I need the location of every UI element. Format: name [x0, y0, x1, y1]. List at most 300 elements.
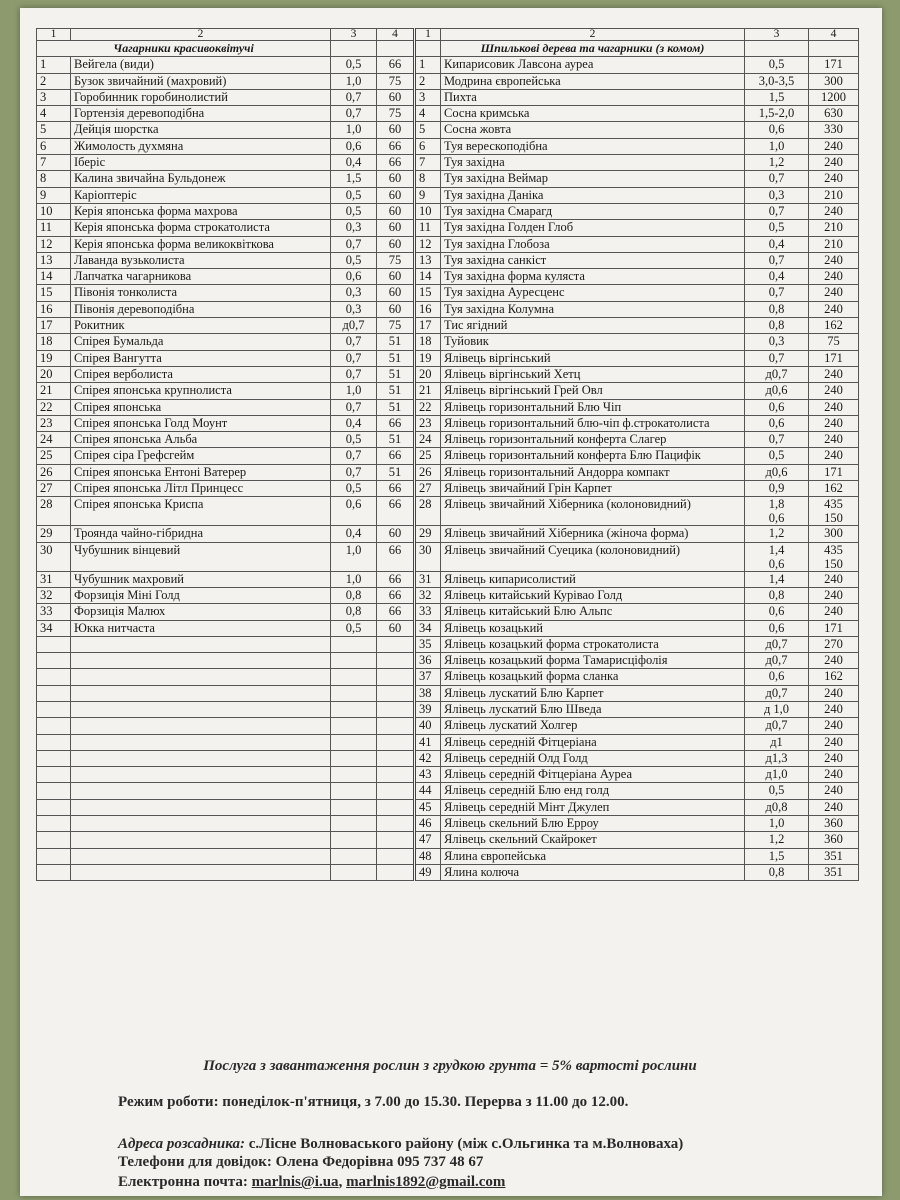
- right-plant-size-value: 0,5: [768, 448, 785, 463]
- left-plant-price: [377, 526, 415, 542]
- empty-cell: [377, 701, 415, 717]
- left-plant-size: [331, 138, 377, 154]
- left-plant-name: Спірея японська Криспа: [71, 497, 331, 526]
- right-plant-price-value: 300: [824, 526, 843, 541]
- left-plant-size: [331, 220, 377, 236]
- right-plant-size: [745, 155, 809, 171]
- left-plant-name: Чубушник махровий: [71, 571, 331, 587]
- right-row-number: 40: [415, 718, 441, 734]
- right-row-number: 31: [415, 571, 441, 587]
- right-row-number: 48: [415, 848, 441, 864]
- right-plant-price-value: 240: [824, 701, 843, 716]
- left-plant-size: [331, 542, 377, 571]
- right-row-number: 20: [415, 366, 441, 382]
- right-plant-name: Ялівець китайський Курівао Голд: [441, 587, 745, 603]
- left-plant-price-value: 60: [388, 285, 402, 300]
- left-plant-size-value: 1,0: [345, 571, 362, 586]
- price-table: [36, 28, 859, 881]
- left-plant-size-value: 0,5: [345, 57, 362, 72]
- right-plant-price: [809, 155, 859, 171]
- left-plant-name: Калина звичайна Бульдонеж: [71, 171, 331, 187]
- right-plant-size-value: 0,7: [768, 285, 785, 300]
- table-row: [37, 138, 859, 154]
- left-plant-name: Горобинник горобинолистий: [71, 89, 331, 105]
- right-plant-size-value: д0,7: [765, 653, 788, 668]
- right-plant-size-value: 0,6: [768, 620, 785, 635]
- right-plant-price-value-2: 150: [824, 511, 843, 526]
- left-plant-size: [331, 448, 377, 464]
- right-row-number: 9: [415, 187, 441, 203]
- table-row: [37, 767, 859, 783]
- left-row-number: 33: [37, 604, 71, 620]
- right-plant-name: Кипарисовик Лавсона ауреа: [441, 57, 745, 73]
- left-plant-size-value: 0,7: [345, 464, 362, 479]
- table-row: [37, 269, 859, 285]
- table-row: [37, 542, 859, 571]
- right-plant-price-value: 360: [824, 832, 843, 847]
- right-row-number: 10: [415, 203, 441, 219]
- table-row: [37, 399, 859, 415]
- address-label: Адреса розсадника:: [118, 1136, 245, 1152]
- right-plant-price: [809, 171, 859, 187]
- left-plant-price-value: 60: [388, 620, 402, 635]
- right-plant-size-value: 1,2: [768, 832, 785, 847]
- right-plant-name: Ялівець звичайний Суецика (колоновидний): [441, 542, 745, 571]
- right-plant-size-value: д0,7: [765, 685, 788, 700]
- right-plant-name: Ялівець середній Фітцеріана Ауреа: [441, 767, 745, 783]
- right-row-number: 7: [415, 155, 441, 171]
- right-plant-size-value: 0,5: [768, 783, 785, 798]
- empty-cell: [37, 799, 71, 815]
- left-row-number: 15: [37, 285, 71, 301]
- left-plant-price: [377, 57, 415, 73]
- right-plant-price: [809, 685, 859, 701]
- empty-cell: [377, 750, 415, 766]
- right-plant-size-value: 1,0: [768, 816, 785, 831]
- right-row-number: 18: [415, 334, 441, 350]
- left-plant-name: Спірея японська Голд Моунт: [71, 415, 331, 431]
- right-plant-price-value: 171: [824, 350, 843, 365]
- right-row-number: 38: [415, 685, 441, 701]
- left-row-number: 17: [37, 318, 71, 334]
- left-row-number: 31: [37, 571, 71, 587]
- empty-cell: [71, 799, 331, 815]
- right-row-number: 36: [415, 653, 441, 669]
- table-row: [37, 718, 859, 734]
- empty-cell: [37, 864, 71, 880]
- right-plant-price-value: 240: [824, 301, 843, 316]
- table-row: [37, 497, 859, 526]
- right-plant-size: [745, 604, 809, 620]
- right-plant-size: [745, 620, 809, 636]
- right-plant-size: [745, 767, 809, 783]
- right-plant-price: [809, 864, 859, 880]
- right-plant-name: Модрина європейська: [441, 73, 745, 89]
- col-header: 1: [37, 29, 71, 41]
- left-row-number: 11: [37, 220, 71, 236]
- right-plant-size-value: 0,4: [768, 236, 785, 251]
- empty-cell: [71, 848, 331, 864]
- right-row-number: 35: [415, 636, 441, 652]
- right-row-number: 33: [415, 604, 441, 620]
- right-plant-price-value: 351: [824, 848, 843, 863]
- table-row: [37, 57, 859, 73]
- right-plant-price: [809, 701, 859, 717]
- right-plant-name: Ялівець віргінський Хетц: [441, 366, 745, 382]
- empty-cell: [331, 701, 377, 717]
- left-plant-price: [377, 464, 415, 480]
- right-plant-price: [809, 138, 859, 154]
- left-plant-name: Жимолость духмяна: [71, 138, 331, 154]
- empty-cell: [377, 783, 415, 799]
- left-plant-size-value: 1,0: [345, 542, 362, 557]
- left-plant-price: [377, 138, 415, 154]
- empty-cell: [37, 653, 71, 669]
- right-plant-name: Туя західна Веймар: [441, 171, 745, 187]
- table-row: [37, 636, 859, 652]
- left-plant-price: [377, 587, 415, 603]
- table-row: [37, 155, 859, 171]
- right-plant-name: Ялівець горизонтальний Андорра компакт: [441, 464, 745, 480]
- right-row-number: 4: [415, 106, 441, 122]
- empty-cell: [331, 816, 377, 832]
- right-plant-name: Ялівець віргінський: [441, 350, 745, 366]
- table-row: [37, 236, 859, 252]
- col-header: 4: [809, 29, 859, 41]
- table-row: [37, 220, 859, 236]
- empty-cell: [71, 750, 331, 766]
- right-plant-price: [809, 750, 859, 766]
- right-plant-name: Туя західна: [441, 155, 745, 171]
- right-plant-price: [809, 571, 859, 587]
- left-plant-price: [377, 383, 415, 399]
- price-list-sheet: [20, 8, 882, 1196]
- right-plant-name: Ялівець горизонтальний конферта Блю Пацифік: [441, 448, 745, 464]
- right-plant-price-value: 240: [824, 171, 843, 186]
- empty-cell: [377, 718, 415, 734]
- left-plant-size-value: 0,6: [345, 138, 362, 153]
- empty-cell: [331, 653, 377, 669]
- right-plant-price: [809, 653, 859, 669]
- left-plant-name: Юкка нитчаста: [71, 620, 331, 636]
- left-row-number: 32: [37, 587, 71, 603]
- right-plant-price-value: 240: [824, 783, 843, 798]
- right-plant-price-value: 240: [824, 399, 843, 414]
- left-plant-price: [377, 399, 415, 415]
- left-plant-size-value: 0,5: [345, 187, 362, 202]
- right-plant-price: [809, 848, 859, 864]
- left-plant-size: [331, 604, 377, 620]
- right-plant-size: [745, 701, 809, 717]
- right-plant-price-value: 171: [824, 57, 843, 72]
- right-plant-size-value: 0,8: [768, 864, 785, 879]
- right-plant-price: [809, 767, 859, 783]
- left-plant-name: Спірея японська Ентоні Ватерер: [71, 464, 331, 480]
- left-plant-size: [331, 497, 377, 526]
- right-row-number: 23: [415, 415, 441, 431]
- left-row-number: 20: [37, 366, 71, 382]
- right-row-number: 14: [415, 269, 441, 285]
- right-row-number: 41: [415, 734, 441, 750]
- left-plant-name: Вейгела (види): [71, 57, 331, 73]
- left-row-number: 30: [37, 542, 71, 571]
- left-plant-size-value: 0,7: [345, 350, 362, 365]
- left-plant-name: Керія японська форма великоквіткова: [71, 236, 331, 252]
- left-row-number: 3: [37, 89, 71, 105]
- left-plant-price-value: 60: [388, 236, 402, 251]
- left-plant-size-value: 0,8: [345, 604, 362, 619]
- left-row-number: 16: [37, 301, 71, 317]
- right-plant-size: [745, 571, 809, 587]
- right-plant-name: Туя західна Ауресценс: [441, 285, 745, 301]
- left-plant-name: Лапчатка чагарникова: [71, 269, 331, 285]
- left-plant-name: Рокитник: [71, 318, 331, 334]
- right-plant-price: [809, 604, 859, 620]
- left-plant-name: Спірея японська: [71, 399, 331, 415]
- right-row-number: 28: [415, 497, 441, 526]
- empty-cell: [71, 636, 331, 652]
- right-plant-name: Туя західна санкіст: [441, 252, 745, 268]
- table-row: [37, 526, 859, 542]
- right-plant-size-value: 0,6: [768, 604, 785, 619]
- right-plant-price-value: 240: [824, 432, 843, 447]
- right-plant-price: [809, 334, 859, 350]
- right-plant-size: [745, 783, 809, 799]
- left-plant-size-value: 0,8: [345, 587, 362, 602]
- right-plant-size-value: 3,0-3,5: [758, 73, 795, 88]
- right-plant-size-value: 0,6: [768, 122, 785, 137]
- empty-cell: [331, 718, 377, 734]
- right-plant-size: [745, 252, 809, 268]
- right-plant-size-value: 1,0: [768, 138, 785, 153]
- right-plant-name: Тис ягідний: [441, 318, 745, 334]
- empty-cell: [71, 864, 331, 880]
- left-plant-size-value: 1,0: [345, 122, 362, 137]
- left-plant-price: [377, 269, 415, 285]
- left-plant-price: [377, 155, 415, 171]
- left-row-number: 21: [37, 383, 71, 399]
- left-plant-name: Іберіс: [71, 155, 331, 171]
- left-plant-price-value: 51: [388, 432, 402, 447]
- table-row: [37, 481, 859, 497]
- right-plant-price: [809, 799, 859, 815]
- empty-cell: [331, 832, 377, 848]
- left-plant-price-value: 66: [388, 542, 402, 557]
- left-plant-size: [331, 366, 377, 382]
- table-row: [37, 701, 859, 717]
- table-row: [37, 366, 859, 382]
- right-plant-size-value: д0,6: [765, 383, 788, 398]
- right-plant-size: [745, 203, 809, 219]
- right-plant-name: Ялівець звичайний Грін Карпет: [441, 481, 745, 497]
- working-hours: Режим роботи: понеділок-п'ятниця, з 7.00 до 15.30. Перерва з 11.00 до 12.00.: [118, 1094, 629, 1110]
- left-plant-price: [377, 366, 415, 382]
- right-plant-name: Сосна кримська: [441, 106, 745, 122]
- right-plant-size: [745, 138, 809, 154]
- right-row-number: 22: [415, 399, 441, 415]
- empty-cell: [377, 767, 415, 783]
- right-plant-price-value: 171: [824, 620, 843, 635]
- left-plant-size-value: 1,5: [345, 171, 362, 186]
- left-plant-size: [331, 73, 377, 89]
- left-plant-name: Бузок звичайний (махровий): [71, 73, 331, 89]
- right-plant-price: [809, 448, 859, 464]
- right-plant-price: [809, 383, 859, 399]
- right-plant-size: [745, 366, 809, 382]
- right-row-number: 1: [415, 57, 441, 73]
- table-row: [37, 669, 859, 685]
- empty-cell: [331, 750, 377, 766]
- right-plant-size: [745, 464, 809, 480]
- left-plant-size-value: 1,0: [345, 383, 362, 398]
- table-row: [37, 318, 859, 334]
- left-plant-size: [331, 318, 377, 334]
- section-title-row: [37, 41, 859, 57]
- col-header: 1: [415, 29, 441, 41]
- column-number-row: [37, 29, 859, 41]
- right-plant-price: [809, 432, 859, 448]
- right-row-number: 46: [415, 816, 441, 832]
- left-plant-name: Гортензія деревоподібна: [71, 106, 331, 122]
- left-plant-size-value: 0,7: [345, 236, 362, 251]
- right-plant-size-value: д0,7: [765, 718, 788, 733]
- left-plant-name: Спірея японська Альба: [71, 432, 331, 448]
- empty-cell: [377, 848, 415, 864]
- right-plant-size: [745, 636, 809, 652]
- right-plant-size-value: 0,8: [768, 587, 785, 602]
- right-plant-name: Сосна жовта: [441, 122, 745, 138]
- right-plant-size: [745, 685, 809, 701]
- right-row-number: 19: [415, 350, 441, 366]
- right-plant-name: Пихта: [441, 89, 745, 105]
- right-plant-price-value: 210: [824, 220, 843, 235]
- table-row: [37, 432, 859, 448]
- left-plant-price-value: 60: [388, 269, 402, 284]
- right-plant-size-value-2: 0,6: [768, 511, 785, 526]
- right-plant-size-value: 1,4: [768, 571, 785, 586]
- email-separator: ,: [338, 1174, 347, 1190]
- right-plant-price-value: 240: [824, 285, 843, 300]
- right-plant-price-value-2: 150: [824, 556, 843, 571]
- right-plant-price-value: 240: [824, 383, 843, 398]
- right-plant-price: [809, 187, 859, 203]
- right-plant-name: Ялівець горизонтальний конферта Слагер: [441, 432, 745, 448]
- table-row: [37, 685, 859, 701]
- phones: [118, 1154, 900, 1171]
- empty-cell: [377, 816, 415, 832]
- right-row-number: 42: [415, 750, 441, 766]
- left-plant-price-value: 51: [388, 383, 402, 398]
- right-plant-price-value: 162: [824, 318, 843, 333]
- empty-cell: [37, 750, 71, 766]
- left-row-number: 22: [37, 399, 71, 415]
- right-plant-price-value: 240: [824, 252, 843, 267]
- right-plant-size: [745, 432, 809, 448]
- right-plant-size: [745, 350, 809, 366]
- col-header: 3: [331, 29, 377, 41]
- left-plant-size-value: 0,5: [345, 203, 362, 218]
- left-plant-price-value: 75: [388, 252, 402, 267]
- right-plant-size-value: 1,2: [768, 526, 785, 541]
- left-plant-name: Спірея сіра Грефсгейм: [71, 448, 331, 464]
- right-plant-price-value: 351: [824, 864, 843, 879]
- empty-cell: [37, 734, 71, 750]
- right-plant-size-value: 1,5-2,0: [758, 106, 795, 121]
- left-row-number: 25: [37, 448, 71, 464]
- empty-cell: [377, 669, 415, 685]
- right-plant-size: [745, 653, 809, 669]
- left-plant-name: Лаванда вузьколиста: [71, 252, 331, 268]
- right-row-number: 26: [415, 464, 441, 480]
- empty-cell: [71, 734, 331, 750]
- left-plant-price-value: 60: [388, 89, 402, 104]
- right-plant-size-value: 0,7: [768, 252, 785, 267]
- right-plant-price: [809, 350, 859, 366]
- right-plant-size: [745, 236, 809, 252]
- right-row-number: 29: [415, 526, 441, 542]
- right-plant-name: Ялівець скельний Блю Ерроу: [441, 816, 745, 832]
- right-row-number: 13: [415, 252, 441, 268]
- col-header: 2: [441, 29, 745, 41]
- right-row-number: 32: [415, 587, 441, 603]
- right-plant-size: [745, 750, 809, 766]
- right-plant-price: [809, 832, 859, 848]
- left-plant-price: [377, 73, 415, 89]
- right-plant-price-value: 240: [824, 571, 843, 586]
- empty-cell: [37, 685, 71, 701]
- email-link-2[interactable]: marlnis1892@gmail.com: [346, 1174, 506, 1190]
- left-plant-size: [331, 383, 377, 399]
- right-plant-size-value: 1,5: [768, 89, 785, 104]
- right-plant-price: [809, 252, 859, 268]
- empty-cell: [37, 669, 71, 685]
- left-plant-price: [377, 171, 415, 187]
- left-plant-price: [377, 203, 415, 219]
- right-plant-name: Ялівець козацький форма Тамарисціфолія: [441, 653, 745, 669]
- table-row: [37, 587, 859, 603]
- right-plant-price: [809, 236, 859, 252]
- right-plant-size-value: 1,5: [768, 848, 785, 863]
- table-row: [37, 383, 859, 399]
- left-plant-size: [331, 252, 377, 268]
- right-plant-size: [745, 171, 809, 187]
- left-plant-price-value: 66: [388, 57, 402, 72]
- left-plant-price: [377, 187, 415, 203]
- right-plant-name: Ялівець скельний Скайрокет: [441, 832, 745, 848]
- left-plant-size: [331, 269, 377, 285]
- table-row: [37, 799, 859, 815]
- right-row-number: 30: [415, 542, 441, 571]
- right-plant-size-value: д0,7: [765, 636, 788, 651]
- right-plant-size-value-2: 0,6: [768, 556, 785, 571]
- left-plant-price-value: 51: [388, 399, 402, 414]
- table-row: [37, 464, 859, 480]
- right-plant-name: Ялівець середній Фітцеріана: [441, 734, 745, 750]
- right-plant-size-value: 0,7: [768, 171, 785, 186]
- empty-cell: [71, 783, 331, 799]
- left-plant-size: [331, 399, 377, 415]
- left-plant-name: Керія японська форма строкатолиста: [71, 220, 331, 236]
- right-row-number: 5: [415, 122, 441, 138]
- left-row-number: 29: [37, 526, 71, 542]
- empty-cell: [71, 653, 331, 669]
- right-plant-price-value: 300: [824, 73, 843, 88]
- left-plant-name: Спірея Вангутта: [71, 350, 331, 366]
- table-row: [37, 106, 859, 122]
- email-link-1[interactable]: marlnis@i.ua: [251, 1174, 339, 1190]
- right-plant-size: [745, 526, 809, 542]
- left-plant-price: [377, 252, 415, 268]
